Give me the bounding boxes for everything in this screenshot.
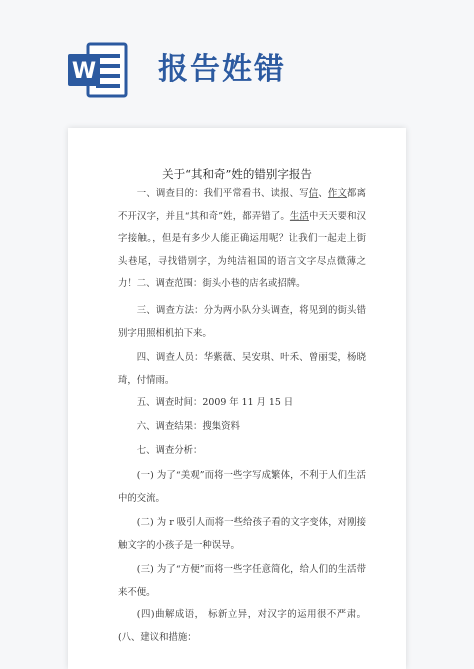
paragraph-members: 四、调查人员：华紫薇、吴安琪、叶禾、曾丽雯，杨晓琦，付情雨。 xyxy=(118,352,366,386)
document-page xyxy=(68,128,406,669)
document-title: 关于“其和奇”姓的错别字报告 xyxy=(162,167,312,181)
purpose-text-e: 都离不开汉字，并且“其和奇”姓，都弄错了。 xyxy=(118,188,366,222)
analysis-item-2: (二) 为 r 吸引人而将一些给孩子看的文字变体，对刚接触文字的小孩子是一种误导。 xyxy=(118,517,366,551)
paragraph-time: 五、调查时间：2009 年 11 月 15 日 xyxy=(136,397,294,408)
analysis-item-4: (四)曲解成语， 标新立异，对汉字的运用很不严肃。(八、建议和措施： xyxy=(118,609,366,643)
purpose-link-letter: 信 xyxy=(308,188,319,199)
word-logo-letter: W xyxy=(71,59,97,84)
analysis-item-1: (一) 为了“美观”而将一些字写成繁体，不利于人们生活中的交流。 xyxy=(118,470,366,504)
header-title: 报告姓错 xyxy=(158,52,286,87)
purpose-link-composition: 作文 xyxy=(327,188,348,199)
paragraph-scope: 二、调查范围：街头小巷的店名或招牌。 xyxy=(136,278,306,289)
purpose-text-g: 中天天要和汉字接触。，但是有多少人能正确运用呢？让我们一起走上街头巷尾，寻找错别字，为纯洁祖国的语言文字尽点微薄之力！ xyxy=(118,210,366,289)
paragraph-analysis: 七、调查分析： xyxy=(136,445,203,456)
paragraph-result: 六、调查结果：搜集资料 xyxy=(136,421,240,432)
paragraph-method: 三、调查方法：分为两小队分头调查，将见到的街头错别字用照相机拍下来。 xyxy=(118,305,366,339)
word-icon xyxy=(66,38,130,102)
purpose-link-life: 生活 xyxy=(289,210,309,222)
analysis-item-3: (三) 为了“方便”而将一些字任意简化，给人们的生活带来不便。 xyxy=(118,564,366,598)
purpose-text-a: 一、调查目的：我们平常看书、读报、写 xyxy=(136,188,309,199)
purpose-text-c: 、 xyxy=(318,188,328,199)
page-header xyxy=(0,0,474,110)
